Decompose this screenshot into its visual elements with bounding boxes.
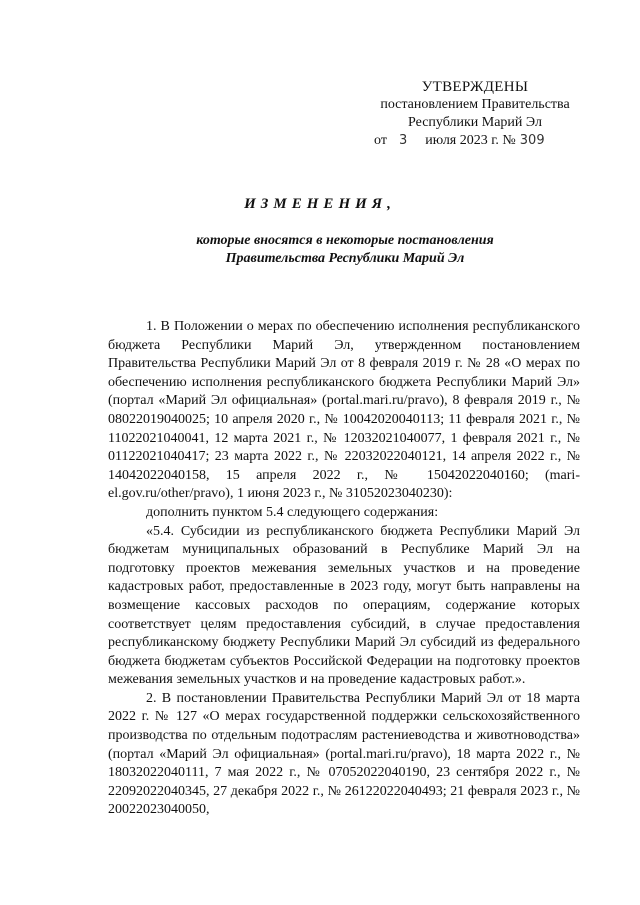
subtitle-line-2: Правительства Республики Марий Эл [225, 251, 465, 266]
paragraph-3: «5.4. Субсидии из республиканского бюджета Республики Марий Эл бюджетам муниципальных образований в Республике Марий Эл на подготовку проектов межевания земельных участков и на проведение кадастровых работ, предоставленные в 2023 году, могут быть направлены на возмещение кассовых расходов по операциям, содержание которых соответствует целям предоставления субсидий, в случае предоставления республиканскому бюджету Республики Марий Эл субсидий из федерального бюджета бюджетам субъектов Российской Федерации на подготовку проектов межевания земельных участков и на проведение кадастровых работ.». [108, 523, 580, 688]
date-number-handwritten: 309 [519, 133, 545, 148]
date-from: от [374, 133, 387, 148]
approval-line-2: Республики Марий Эл [408, 115, 542, 130]
paragraph-1: 1. В Положении о мерах по обеспечению исполнения республиканского бюджета Республики Марий Эл, утвержденном постановлением Правительства Республики Марий Эл от 8 февраля 2019 г. № 28 «О мерах по обеспечению исполнения республиканского бюджета Республики Марий Эл» (портал «Марий Эл официальная» (portal.mari.ru/pravo), 8 февраля 2019 г., № 08022019040025; 10 апреля 2020 г., № 10042020040113; 11 февраля 2021 г., № 11022021040041, 12 марта 2021 г., № 12032021040077, 1 февраля 2021 г., № 01122021040417; 23 марта 2022 г., № 22032022040121, 14 апреля 2022 г., № 14042022040158, 15 апреля 2022 г., № 15042022040160; (mari-el.gov.ru/other/pravo), 1 июня 2023 г., № 31052023040230): [108, 319, 580, 502]
paragraph-4: 2. В постановлении Правительства Республики Марий Эл от 18 марта 2022 г. № 127 «О мерах государственной поддержки сельскохозяйственного производства по отдельным подотраслям растениеводства и животноводства» (портал «Марий Эл официальная» (portal.mari.ru/pravo), 18 марта 2022 г., № 18032022040111, 7 мая 2022 г., № 07052022040190, 23 сентября 2022 г., № 22092022040345, 27 декабря 2022 г., № 26122022040493; 21 февраля 2023 г., № 20022023040050, [108, 690, 580, 818]
date-day-handwritten: 3 [398, 133, 408, 148]
approval-heading: УТВЕРЖДЕНЫ [421, 79, 529, 95]
document-body [108, 318, 580, 820]
approval-date-line [360, 132, 590, 150]
date-month-year: июля 2023 г. № [425, 133, 516, 148]
paragraph-2: дополнить пунктом 5.4 следующего содержания: [146, 504, 439, 520]
approval-line-1: постановлением Правительства [380, 97, 570, 112]
document-title: ИЗМЕНЕНИЯ, [244, 196, 396, 212]
subtitle-line-1: которые вносятся в некоторые постановления [196, 233, 494, 248]
document-subtitle [150, 232, 540, 268]
approval-stamp [360, 78, 590, 150]
